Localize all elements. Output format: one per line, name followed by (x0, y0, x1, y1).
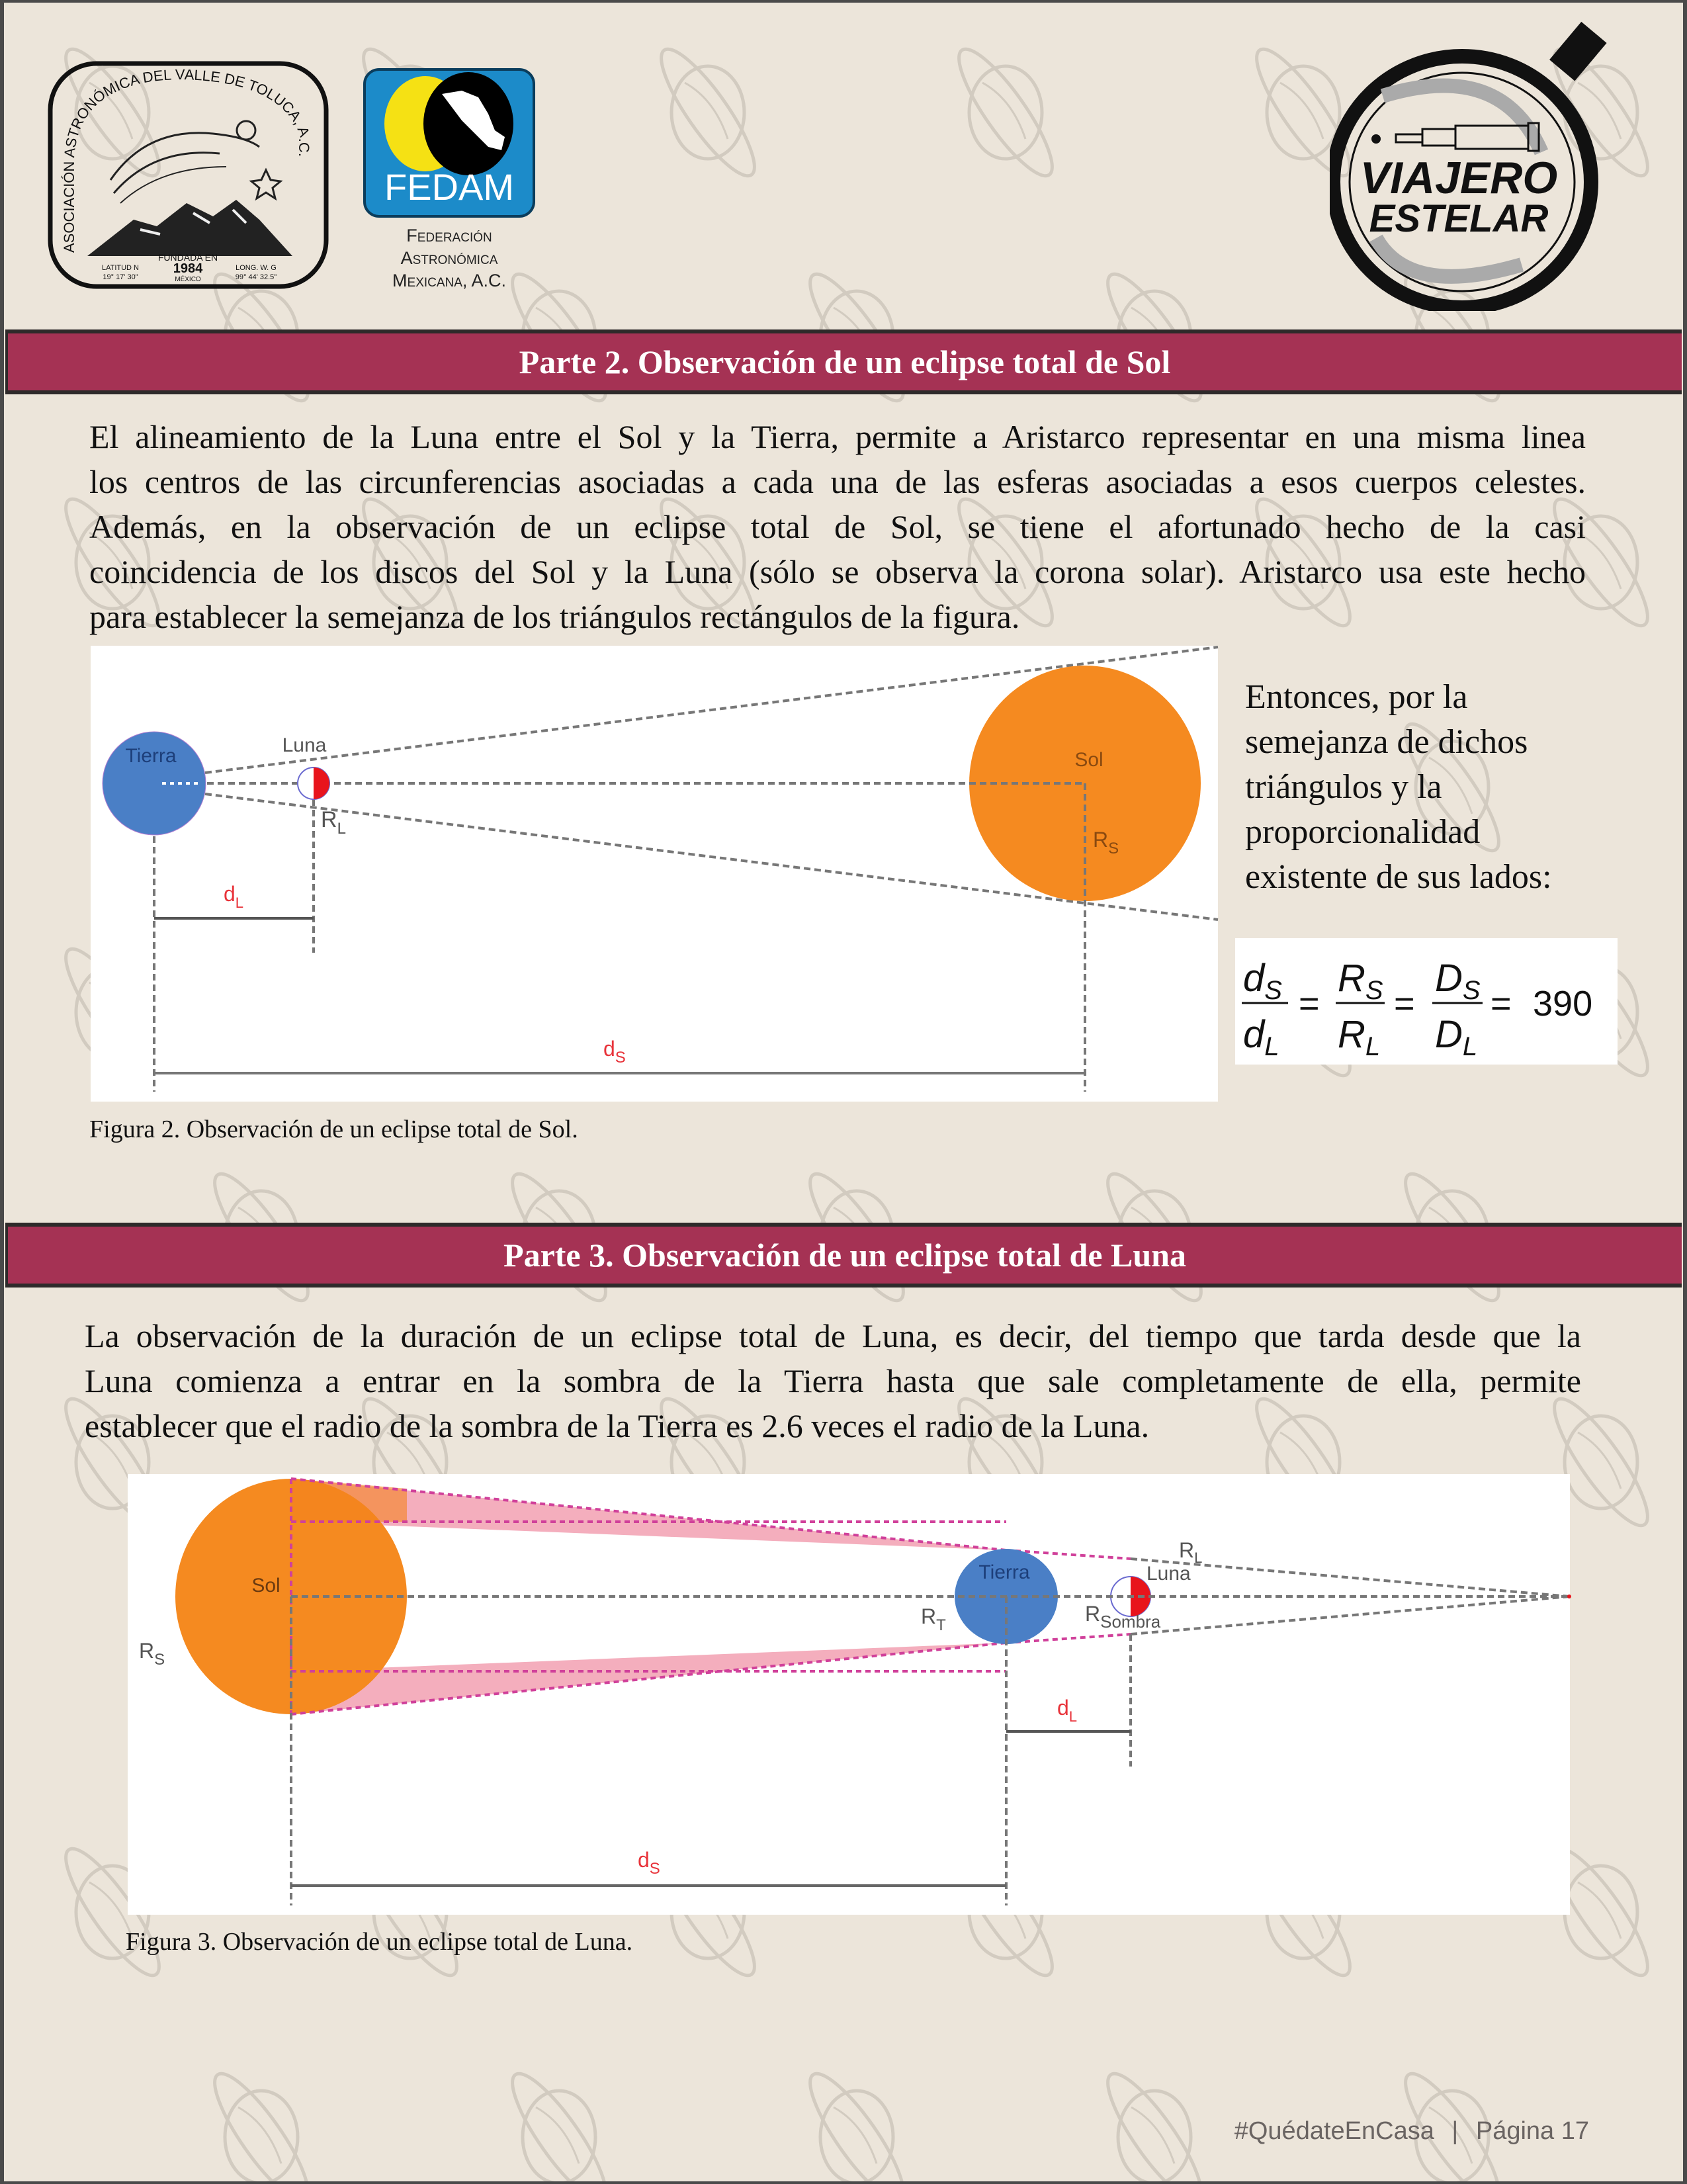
svg-text:dS: $d_S$ (1243, 957, 1282, 1005)
watermark-planet-icon (201, 2064, 321, 2184)
earth-label: Tierra (125, 745, 177, 767)
moon-label: Luna (1146, 1563, 1191, 1585)
aavt-arc-text: ASOCIACIÓN ASTRONÓMICA DEL VALLE DE TOLUCA, A.C. (60, 66, 314, 253)
footer-hashtag: #QuédateEnCasa (1234, 2117, 1434, 2145)
viajero-line1: VIAJERO (1360, 153, 1558, 203)
svg-text:dL: $d_L$ (1243, 1013, 1279, 1061)
watermark-planet-icon (648, 39, 767, 187)
watermark-planet-icon (1094, 2064, 1214, 2184)
watermark-planet-icon (499, 2064, 619, 2184)
footer-separator: | (1451, 2117, 1459, 2145)
figure-2 (91, 646, 1218, 1102)
earth-label: Tierra (978, 1561, 1030, 1583)
watermark-planet-icon (797, 2064, 916, 2184)
aavt-logo (48, 61, 329, 289)
shadow-radius-label: $R_{Sombra}$ (1085, 1602, 1161, 1632)
side-text-line: proporcionalidad (1245, 813, 1481, 851)
paragraph-line: Además, en la observación de un eclipse total de Sol, se tiene el afortunado hecho de la casi (89, 508, 1586, 545)
figure-2-caption: Figura 2. Observación de un eclipse total de Sol. (89, 1115, 578, 1143)
svg-text:DL: $D_L$ (1435, 1013, 1478, 1061)
viajero-estelar-logo (1330, 20, 1621, 311)
sun-radius-label: $R_S$ (1093, 828, 1119, 857)
svg-text:DS: $D_S$ (1435, 957, 1481, 1005)
moon-label: Luna (282, 734, 327, 756)
paragraph-line: Luna comienza a entrar en la sombra de la Tierra hasta que sale completamente de ella, permite (85, 1362, 1581, 1399)
sun-radius-label: $R_S$ (139, 1639, 165, 1669)
footer-page-number: Página 17 (1475, 2117, 1589, 2145)
fedam-line2: Astronómica (400, 248, 498, 268)
paragraph-line: El alineamiento de la Luna entre el Sol y la Tierra, permite a Aristarco representar en una misma linea (89, 418, 1586, 455)
fedam-line1: Federación (406, 226, 492, 245)
dl-label: $d_L$ (224, 882, 244, 911)
moon-lit-half (314, 767, 329, 799)
paragraph-line: los centros de las circunferencias asociadas a cada una de las esferas asociadas a esos cuerpos celestes. (89, 463, 1586, 500)
section2-paragraph (89, 414, 1586, 639)
side-text-line: existente de sus lados: (1245, 858, 1552, 896)
section3-header: Parte 3. Observación de un eclipse total de Luna (5, 1223, 1682, 1288)
section3-paragraph (85, 1313, 1581, 1448)
aavt-country: MÉXICO (175, 276, 201, 283)
sun-label: Sol (251, 1575, 281, 1596)
paragraph-line: para establecer la semejanza de los triángulos rectángulos de la figura. (89, 598, 1020, 635)
aavt-long-label: LONG. W. G (236, 264, 277, 272)
svg-text:390: 390 (1533, 984, 1593, 1024)
fedam-line3: Mexicana, A.C. (392, 271, 506, 290)
side-text-line: triángulos y la (1245, 768, 1442, 806)
side-text-line: semejanza de dichos (1245, 723, 1528, 761)
shadow-cone-bottom (291, 1643, 1006, 1714)
svg-text:RS: $R_S$ (1338, 957, 1383, 1005)
sun-label: Sol (1074, 749, 1103, 771)
viajero-line2: ESTELAR (1369, 197, 1549, 240)
svg-text:=: = (1394, 984, 1415, 1024)
figure-3-caption: Figura 3. Observación de un eclipse total de Luna. (126, 1928, 633, 1956)
moon-tangent-bottom (1131, 1596, 1570, 1634)
aavt-lat-value: 19° 17' 30" (103, 273, 138, 281)
earth-radius-label: $R_T$ (921, 1604, 946, 1634)
svg-text:RL: $R_L$ (1338, 1013, 1381, 1061)
paragraph-line: coincidencia de los discos del Sol y la Luna (sólo se observa la corona solar). Aristarco usa este hecho (89, 553, 1586, 590)
paragraph-line: La observación de la duración de un eclipse total de Luna, es decir, del tiempo que tarda desde que la (85, 1317, 1581, 1354)
section2-side-text (1245, 675, 1616, 900)
dl-label: $d_L$ (1057, 1696, 1078, 1725)
moon-radius-label: $R_L$ (1179, 1538, 1203, 1566)
moon-radius-label: $R_L$ (321, 807, 346, 838)
fedam-logo (363, 67, 536, 290)
figure-3 (128, 1474, 1570, 1915)
fedam-badge-text: FEDAM (384, 166, 514, 208)
aavt-lat-label: LATITUD N (101, 264, 140, 272)
aavt-long-value: 99° 44' 32.5" (235, 273, 277, 281)
aavt-founded-label: FUNDADA EN (157, 252, 218, 263)
aavt-founded-year: 1984 (173, 261, 203, 276)
page-footer (1234, 2117, 1589, 2146)
ds-label: $d_S$ (638, 1848, 660, 1878)
section2-header: Parte 2. Observación de un eclipse total de Sol (5, 329, 1682, 394)
side-text-line: Entonces, por la (1245, 678, 1468, 716)
watermark-planet-icon (945, 39, 1065, 187)
ratio-equation (1235, 938, 1618, 1065)
ds-label: $d_S$ (603, 1037, 626, 1067)
svg-text:=: = (1491, 984, 1512, 1024)
svg-text:=: = (1299, 984, 1320, 1024)
paragraph-line: establecer que el radio de la sombra de la Tierra es 2.6 veces el radio de la Luna. (85, 1407, 1150, 1444)
